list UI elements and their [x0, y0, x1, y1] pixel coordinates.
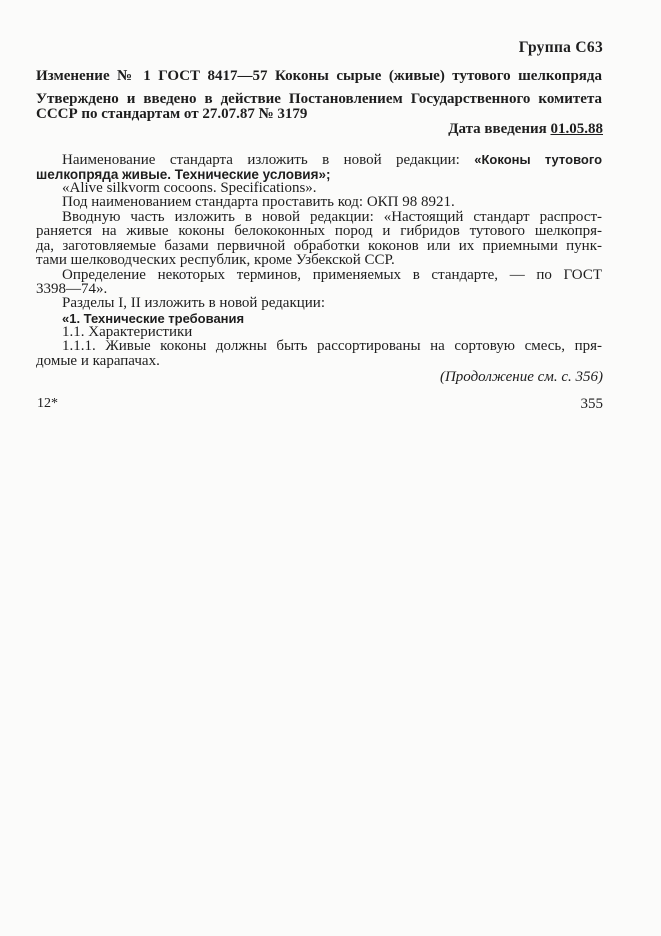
paragraph-9-line-2: домые и карапачах. [36, 353, 160, 369]
approval-line-1: Утверждено и введено в действие Постановлением Государственного комитета [36, 91, 602, 107]
paragraph-4-line-3: да, заготовляемые базами первичной обработки коконов или их приемными пунк- [36, 238, 602, 254]
paragraph-4-line-1: Вводную часть изложить в новой редакции: «Настоящий стандарт распрост- [62, 209, 602, 225]
paragraph-5-line-2: 3398—74». [36, 281, 108, 297]
paragraph-1-line-1 [62, 152, 602, 168]
effective-date-label: Дата введения [448, 121, 547, 137]
subsection-heading: 1.1. Характеристики [62, 324, 193, 340]
amendment-title: Изменение № 1 ГОСТ 8417—57 Коконы сырые (живые) тутового шелкопряда [36, 68, 602, 84]
paragraph-3: Под наименованием стандарта проставить код: ОКП 98 8921. [62, 194, 455, 210]
paragraph-6: Разделы I, II изложить в новой редакции: [62, 295, 325, 311]
group-code: Группа С63 [518, 39, 603, 56]
signature-mark: 12* [37, 396, 58, 411]
paragraph-1-text-a: Наименование стандарта изложить в новой редакции: [62, 152, 460, 168]
paragraph-1-line-2: шелкопряда живые. Технические условия»; [36, 167, 331, 182]
paragraph-4-line-4: тами шелководческих республик, кроме Узбекской ССР. [36, 252, 395, 268]
section-heading: «1. Технические требования [62, 311, 245, 326]
paragraph-1-text-b: «Коконы тутового [474, 152, 603, 167]
paragraph-5-line-1: Определение некоторых терминов, применяемых в стандарте, — по ГОСТ [62, 267, 602, 283]
approval-line-2: СССР по стандартам от 27.07.87 № 3179 [36, 106, 308, 122]
page-number: 355 [580, 396, 603, 412]
effective-date-value: 01.05.88 [550, 121, 603, 137]
effective-date [448, 121, 603, 138]
paragraph-4-line-2: раняется на живые коконы белококонных пород и гибридов тутового шелкопря- [36, 223, 602, 239]
paragraph-9-line-1: 1.1.1. Живые коконы должны быть рассортированы на сортовую смесь, пря- [62, 338, 602, 354]
paragraph-2: «Alive silkvorm cocoons. Specifications». [62, 180, 317, 196]
continuation-note: (Продолжение см. с. 356) [439, 369, 603, 385]
